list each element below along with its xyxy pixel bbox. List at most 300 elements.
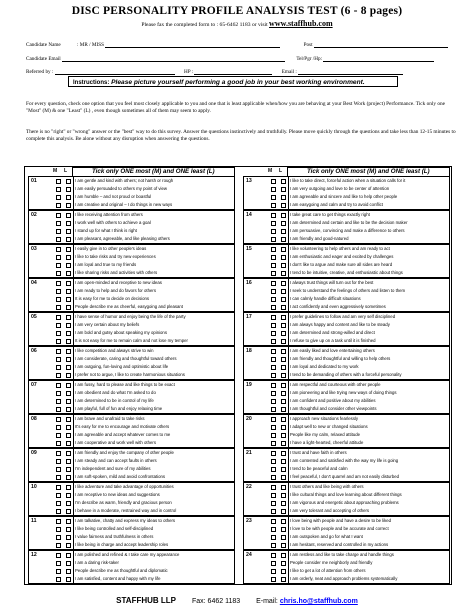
answer-text: I am gentle and kind with others; not harsh or rough [75,178,174,183]
question-block [28,210,235,244]
answer-text: I am creative and original – I do things in new ways [75,202,173,208]
answer-text: I like cultural things and love learning about different things [290,492,402,498]
most-checkbox[interactable] [271,297,276,302]
least-checkbox[interactable] [66,339,71,344]
least-checkbox[interactable] [281,485,286,490]
question-number: 03 [31,246,37,252]
least-checkbox[interactable] [66,221,71,226]
answer-text: I like sharing risks and activities with others [75,270,158,276]
most-checkbox[interactable] [271,391,276,396]
least-checkbox[interactable] [66,459,71,464]
candidate-email-field[interactable] [62,55,285,62]
least-checkbox[interactable] [66,271,71,276]
most-checkbox[interactable] [56,331,61,336]
answer-text: I don't like to argue and make sure all sides are heard [290,262,393,268]
least-checkbox[interactable] [281,459,286,464]
least-checkbox[interactable] [281,289,286,294]
most-checkbox[interactable] [56,535,61,540]
most-checkbox[interactable] [56,323,61,328]
least-checkbox[interactable] [281,561,286,566]
least-checkbox[interactable] [66,441,71,446]
least-checkbox[interactable] [281,493,286,498]
least-checkbox[interactable] [66,373,71,378]
least-checkbox[interactable] [281,297,286,302]
least-checkbox[interactable] [281,475,286,480]
least-checkbox[interactable] [66,305,71,310]
most-checkbox[interactable] [271,229,276,234]
answer-text: I am loyal and dedicated to my work [290,364,359,370]
least-checkbox[interactable] [281,373,286,378]
most-checkbox[interactable] [56,247,61,252]
least-checkbox[interactable] [66,407,71,412]
answer-option [244,423,449,431]
answer-text: I am easily persuaded to others my point of view [75,186,167,192]
most-checkbox[interactable] [271,203,276,208]
least-checkbox[interactable] [281,501,286,506]
most-checkbox[interactable] [56,459,61,464]
least-checkbox[interactable] [281,451,286,456]
instructions-box [68,76,398,87]
least-checkbox[interactable] [281,543,286,548]
most-checkbox[interactable] [271,569,276,574]
most-checkbox[interactable] [56,255,61,260]
question-number: 12 [31,552,37,558]
least-checkbox[interactable] [281,315,286,320]
answer-text: I like to take direct, forceful action when a situation calls for it [290,178,406,183]
least-checkbox[interactable] [281,441,286,446]
answer-option [244,235,449,243]
least-checkbox[interactable] [66,255,71,260]
most-checkbox[interactable] [271,289,276,294]
most-checkbox[interactable] [56,281,61,286]
least-checkbox[interactable] [281,509,286,514]
answer-option [29,295,234,303]
most-checkbox[interactable] [56,425,61,430]
least-checkbox[interactable] [66,229,71,234]
hp-label: HP : [183,69,194,75]
referred-by-row [26,68,403,75]
most-checkbox[interactable] [271,213,276,218]
most-checkbox[interactable] [271,577,276,582]
most-checkbox[interactable] [271,509,276,514]
most-checkbox[interactable] [56,399,61,404]
answer-option [244,303,449,311]
answer-option [29,575,234,583]
question-number: 14 [246,212,252,218]
referred-by-field[interactable] [55,68,175,75]
most-checkbox[interactable] [56,509,61,514]
most-checkbox[interactable] [56,493,61,498]
least-checkbox[interactable] [66,315,71,320]
most-checkbox[interactable] [271,263,276,268]
answer-text: I seek to understand the feelings of others and listen to them [290,288,406,294]
answer-option [29,269,234,277]
most-checkbox[interactable] [56,271,61,276]
answer-option [29,439,234,447]
answer-option [29,227,234,235]
least-checkbox[interactable] [66,195,71,200]
most-checkbox[interactable] [56,561,61,566]
least-checkbox[interactable] [66,451,71,456]
most-checkbox[interactable] [56,237,61,242]
table-header-right [243,167,450,176]
most-checkbox[interactable] [56,451,61,456]
least-checkbox[interactable] [66,187,71,192]
least-checkbox[interactable] [66,485,71,490]
most-checkbox[interactable] [271,383,276,388]
answer-option [244,499,449,507]
answer-option [244,211,449,219]
most-checkbox[interactable] [56,501,61,506]
least-checkbox[interactable] [66,509,71,514]
least-checkbox[interactable] [66,203,71,208]
most-checkbox[interactable] [56,383,61,388]
most-checkbox[interactable] [271,407,276,412]
least-checkbox[interactable] [66,391,71,396]
answer-text: I am fussy, hard to please and like things to be exact [75,382,175,387]
most-checkbox[interactable] [56,297,61,302]
least-checkbox[interactable] [66,493,71,498]
answer-option [29,253,234,261]
answer-text: I am contented and satisfied with the way my life is going [290,458,399,464]
least-checkbox[interactable] [281,399,286,404]
candidate-name-field[interactable] [105,41,280,48]
answer-option [244,551,449,559]
least-checkbox[interactable] [281,331,286,336]
least-checkbox[interactable] [66,569,71,574]
answer-option [244,405,449,413]
most-checkbox[interactable] [56,357,61,362]
least-checkbox[interactable] [281,519,286,524]
answer-option [244,415,449,423]
most-checkbox[interactable] [271,179,276,184]
least-checkbox[interactable] [66,357,71,362]
least-checkbox[interactable] [281,569,286,574]
most-checkbox[interactable] [271,485,276,490]
answer-option [29,517,234,525]
least-checkbox[interactable] [281,553,286,558]
answer-option [29,177,234,185]
most-checkbox[interactable] [271,451,276,456]
least-checkbox[interactable] [66,247,71,252]
answer-text: I am confident and positive about my abilities [290,398,376,404]
least-checkbox[interactable] [66,331,71,336]
most-checkbox[interactable] [56,213,61,218]
answer-option [29,245,234,253]
answer-text: I can calmly handle difficult situations [290,296,361,302]
least-checkbox[interactable] [281,527,286,532]
least-checkbox[interactable] [66,179,71,184]
least-checkbox[interactable] [66,213,71,218]
least-checkbox[interactable] [281,255,286,260]
answer-text: I am obedient and do what I'm asked to do [75,390,156,396]
least-checkbox[interactable] [281,467,286,472]
most-checkbox[interactable] [56,577,61,582]
tel-field[interactable] [323,55,434,62]
most-checkbox[interactable] [271,373,276,378]
least-checkbox[interactable] [66,383,71,388]
most-checkbox[interactable] [56,467,61,472]
answer-text: I adapt well to new or changed situations [290,424,368,430]
answer-text: I am orderly, neat and approach problems systematically [290,576,398,582]
most-checkbox[interactable] [56,263,61,268]
least-checkbox[interactable] [281,349,286,354]
most-checkbox[interactable] [271,501,276,506]
most-checkbox[interactable] [271,221,276,226]
most-checkbox[interactable] [56,391,61,396]
most-checkbox[interactable] [271,425,276,430]
least-checkbox[interactable] [66,535,71,540]
least-checkbox[interactable] [281,383,286,388]
least-checkbox[interactable] [281,305,286,310]
most-checkbox[interactable] [271,195,276,200]
answer-option [244,295,449,303]
answer-option [29,329,234,337]
most-checkbox[interactable] [56,195,61,200]
least-checkbox[interactable] [281,237,286,242]
most-checkbox[interactable] [271,365,276,370]
least-checkbox[interactable] [281,339,286,344]
answer-option [29,491,234,499]
most-checkbox[interactable] [271,187,276,192]
most-checkbox[interactable] [271,349,276,354]
most-checkbox[interactable] [56,569,61,574]
most-checkbox[interactable] [271,271,276,276]
answer-option [29,235,234,243]
most-checkbox[interactable] [271,247,276,252]
most-checkbox[interactable] [56,475,61,480]
most-checkbox[interactable] [56,289,61,294]
question-block [243,244,450,278]
header-hint: Tick only ONE most (M) and ONE least (L) [92,168,215,175]
most-checkbox[interactable] [271,417,276,422]
least-checkbox[interactable] [281,187,286,192]
hp-field[interactable] [194,68,272,75]
answer-option [29,381,234,389]
answer-option [244,541,449,549]
instructions-text: Please picture yourself performing a good job in your best working environment. [111,79,365,86]
most-checkbox[interactable] [271,475,276,480]
least-checkbox[interactable] [66,399,71,404]
most-checkbox[interactable] [271,399,276,404]
least-checkbox[interactable] [66,433,71,438]
least-checkbox[interactable] [66,501,71,506]
least-checkbox[interactable] [281,417,286,422]
most-checkbox[interactable] [56,305,61,310]
most-checkbox[interactable] [271,433,276,438]
page-title: DISC PERSONALITY PROFILE ANALYSIS TEST (6 - 8 pages) [71,5,403,17]
least-checkbox[interactable] [281,425,286,430]
most-checkbox[interactable] [56,441,61,446]
most-checkbox[interactable] [271,467,276,472]
least-checkbox[interactable] [66,475,71,480]
footer-fax-label: Fax: [191,598,206,605]
answer-text: I am talkative, chatty and express my ideas to others [75,518,176,523]
least-checkbox[interactable] [281,195,286,200]
most-checkbox[interactable] [56,485,61,490]
least-checkbox[interactable] [66,467,71,472]
most-checkbox[interactable] [56,365,61,370]
answer-option [29,483,234,491]
least-checkbox[interactable] [66,561,71,566]
most-checkbox[interactable] [56,229,61,234]
most-checkbox[interactable] [271,441,276,446]
most-checkbox[interactable] [271,553,276,558]
most-checkbox[interactable] [271,527,276,532]
least-checkbox[interactable] [281,271,286,276]
least-checkbox[interactable] [281,229,286,234]
most-checkbox[interactable] [56,553,61,558]
answer-text: I love to be with people and be accurate and correct [290,526,389,532]
question-block [28,482,235,516]
least-checkbox[interactable] [281,247,286,252]
most-checkbox[interactable] [271,339,276,344]
answer-option [29,185,234,193]
least-checkbox[interactable] [281,281,286,286]
least-checkbox[interactable] [281,391,286,396]
most-checkbox[interactable] [271,519,276,524]
question-block [243,210,450,244]
most-checkbox[interactable] [271,357,276,362]
most-checkbox[interactable] [271,543,276,548]
answer-text: I am always happy and content and like to be steady [290,322,390,328]
least-checkbox[interactable] [66,527,71,532]
least-checkbox[interactable] [66,417,71,422]
least-checkbox[interactable] [66,237,71,242]
answer-option [244,193,449,201]
most-checkbox[interactable] [56,315,61,320]
most-checkbox[interactable] [271,561,276,566]
most-checkbox[interactable] [56,527,61,532]
answer-text: I feel peaceful, I don't quarrel and am not easily disturbed [290,474,400,480]
least-checkbox[interactable] [281,263,286,268]
question-block [28,346,235,380]
least-checkbox[interactable] [66,365,71,370]
most-checkbox[interactable] [271,535,276,540]
website-link[interactable]: www.staffhub.com [269,19,333,28]
least-checkbox[interactable] [66,577,71,582]
answer-text: It is easy for me to decide on decisions [75,296,150,302]
answer-option [244,347,449,355]
answer-text: I am vigorous and energetic about approaching problems [290,500,399,506]
most-checkbox[interactable] [56,349,61,354]
answer-option [29,567,234,575]
least-checkbox[interactable] [281,577,286,582]
footer-email[interactable]: chris.ho@staffhub.com [279,598,358,605]
answer-text: I refuse to give up on a task until it is finished [290,338,376,344]
most-checkbox[interactable] [56,407,61,412]
least-checkbox[interactable] [66,281,71,286]
most-checkbox[interactable] [56,373,61,378]
answer-text: I prefer not to argue, I like to create harmonious situations [75,372,185,378]
least-checkbox[interactable] [66,519,71,524]
least-checkbox[interactable] [66,553,71,558]
answer-text: I am friendly and good-natured [290,236,349,242]
answer-text: I'm independent and sure of my abilities [75,466,151,472]
email-field[interactable] [298,68,403,75]
answer-text: I am restless and like to take charge and handle things [290,552,394,557]
answer-text: I am pleasant, agreeable, and like pleasing others [75,236,170,242]
least-checkbox[interactable] [281,433,286,438]
most-checkbox[interactable] [56,221,61,226]
answer-option [29,279,234,287]
least-checkbox[interactable] [66,543,71,548]
answer-text: People like my calm, relaxed attitude [290,432,360,438]
most-checkbox[interactable] [56,179,61,184]
question-block [243,380,450,414]
most-checkbox[interactable] [271,331,276,336]
least-checkbox[interactable] [66,263,71,268]
least-checkbox[interactable] [281,535,286,540]
post-field[interactable] [314,41,448,48]
answer-text: I am agreeable and sincere and like to help other people [290,194,398,200]
most-checkbox[interactable] [271,237,276,242]
question-number: 07 [31,382,37,388]
least-checkbox[interactable] [66,425,71,430]
most-checkbox[interactable] [56,519,61,524]
answer-option [29,287,234,295]
answer-text: I am pioneering and like trying new ways of doing things [290,390,397,396]
most-checkbox[interactable] [271,305,276,310]
least-checkbox[interactable] [281,365,286,370]
instructions-paragraph-2: There is no "right" or "wrong" answer or the "best" way to do this survey. Answer the questions instinctively and truthfully. Please move quickly through the questions and take less than 12-15 minutes to complete this analysis. Be alone without any disruption when answering the questions. [26,129,456,142]
mr-miss-label: : MR / MISS [77,42,104,48]
least-header: L [64,168,68,174]
most-checkbox[interactable] [271,459,276,464]
least-checkbox[interactable] [281,179,286,184]
answer-text: I am very outgoing and love to be center of attention [290,186,390,192]
answer-text: I like being controlled and self-disciplined [75,526,154,532]
least-checkbox[interactable] [281,213,286,218]
least-checkbox[interactable] [281,221,286,226]
most-checkbox[interactable] [271,315,276,320]
least-checkbox[interactable] [281,357,286,362]
answer-text: It's easy for me to encourage and motivate others [75,424,170,430]
answer-option [29,533,234,541]
answer-text: I am easily liked and love entertaining others [290,348,375,353]
least-checkbox[interactable] [66,289,71,294]
most-checkbox[interactable] [56,543,61,548]
most-checkbox[interactable] [271,323,276,328]
most-checkbox[interactable] [271,493,276,498]
answer-text: I'm describe as warm, friendly and gracious person [75,500,172,506]
least-checkbox[interactable] [66,323,71,328]
least-checkbox[interactable] [66,297,71,302]
most-checkbox[interactable] [56,187,61,192]
most-checkbox[interactable] [56,417,61,422]
least-checkbox[interactable] [281,203,286,208]
question-number: 02 [31,212,37,218]
answer-option [244,449,449,457]
answer-text: I like volunteering to help others and am ready to act [290,246,390,251]
most-checkbox[interactable] [56,339,61,344]
answer-text: I am ready to help and do favors for others [75,288,156,294]
question-block [243,448,450,482]
most-checkbox[interactable] [56,433,61,438]
least-checkbox[interactable] [281,407,286,412]
most-checkbox[interactable] [56,203,61,208]
answer-text: People describe me as thoughtful and diplomatic [75,568,168,574]
least-checkbox[interactable] [281,323,286,328]
answer-text: I work well with others to achieve a goal [75,220,151,226]
most-checkbox[interactable] [271,255,276,260]
answer-option [29,423,234,431]
most-checkbox[interactable] [271,281,276,286]
least-checkbox[interactable] [66,349,71,354]
answer-text: I like receiving attention from others [75,212,143,217]
answer-option [29,473,234,481]
answer-text: I take great care to get things exactly right [290,212,370,217]
